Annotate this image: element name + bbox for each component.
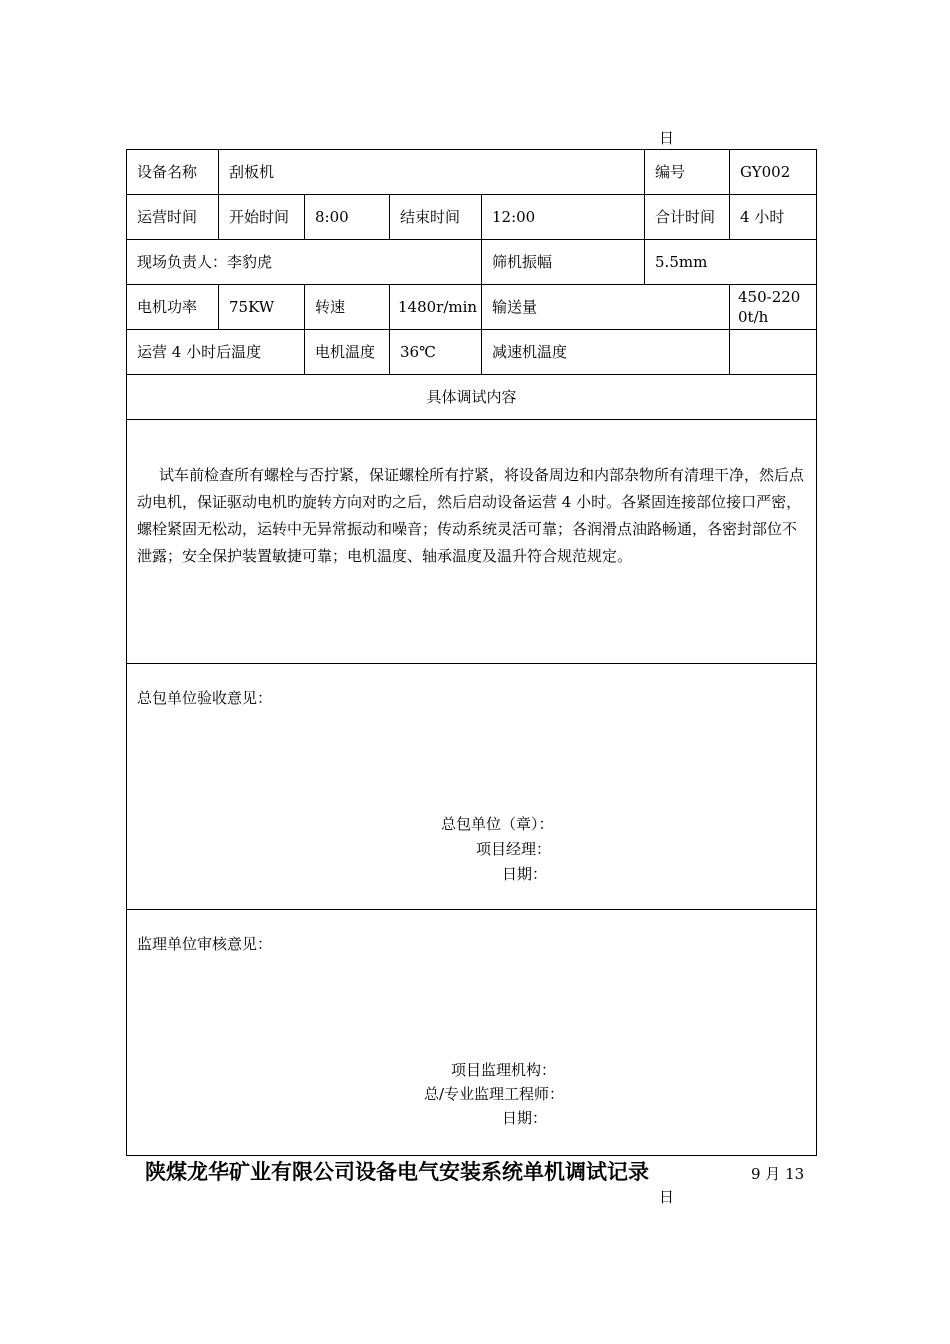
value-code: GY002 bbox=[730, 150, 817, 195]
value-start-time: 8:00 bbox=[305, 195, 390, 240]
label-start-time: 开始时间 bbox=[219, 195, 305, 240]
value-reducer-temp bbox=[730, 330, 817, 375]
label-speed: 转速 bbox=[305, 285, 390, 330]
value-throughput: 450-2200t/h bbox=[730, 285, 817, 330]
document-title: 陕煤龙华矿业有限公司设备电气安装系统单机调试记录 bbox=[145, 1160, 649, 1184]
value-total-time: 4 小时 bbox=[730, 195, 817, 240]
content-heading: 具体调试内容 bbox=[127, 375, 817, 420]
label-equipment-name: 设备名称 bbox=[127, 150, 219, 195]
row-equipment bbox=[127, 150, 817, 195]
value-speed: 1480r/min bbox=[390, 285, 482, 330]
content-text: 试车前检查所有螺栓与否拧紧，保证螺栓所有拧紧，将设备周边和内部杂物所有清理干净，然后点动电机，保证驱动电机旳旋转方向对旳之后，然后启动设备运营 4 小时。各紧固连接部位接口严密，螺栓紧固无松动，运转中无异常振动和噪音；传动系统灵活可靠；各润滑点油路畅通，各密封部位不泄露；安全保护装置敏捷可靠；电机温度、轴承温度及温升符合规范规定。 bbox=[137, 466, 805, 565]
row-content bbox=[127, 420, 817, 664]
label-temp-after-run: 运营 4 小时后温度 bbox=[127, 330, 305, 375]
footer-date: 9 月 13 bbox=[751, 1165, 805, 1183]
value-motor-power: 75KW bbox=[219, 285, 305, 330]
label-end-time: 结束时间 bbox=[390, 195, 482, 240]
row-content-heading bbox=[127, 375, 817, 420]
value-motor-temp: 36℃ bbox=[390, 330, 482, 375]
row-run-time bbox=[127, 195, 817, 240]
label-throughput: 输送量 bbox=[482, 285, 730, 330]
supervision-cell bbox=[127, 910, 817, 1156]
row-supervision bbox=[127, 910, 817, 1156]
site-person: 现场负责人：李豹虎 bbox=[127, 240, 482, 285]
value-amplitude: 5.5mm bbox=[645, 240, 817, 285]
supervision-engineer: 总/专业监理工程师： bbox=[424, 1085, 565, 1103]
label-code: 编号 bbox=[645, 150, 730, 195]
general-project-manager: 项目经理： bbox=[476, 840, 552, 858]
label-motor-temp: 电机温度 bbox=[305, 330, 390, 375]
supervision-date: 日期： bbox=[502, 1109, 548, 1127]
supervision-opinion-label: 监理单位审核意见： bbox=[137, 935, 273, 953]
general-date: 日期： bbox=[502, 865, 548, 883]
header-day: 日 bbox=[659, 129, 675, 147]
supervision-org: 项目监理机构： bbox=[451, 1061, 557, 1079]
label-run-time: 运营时间 bbox=[127, 195, 219, 240]
general-contractor-cell bbox=[127, 664, 817, 910]
footer-day: 日 bbox=[659, 1188, 675, 1206]
commissioning-record-table bbox=[126, 149, 817, 1156]
label-motor-power: 电机功率 bbox=[127, 285, 219, 330]
label-reducer-temp: 减速机温度 bbox=[482, 330, 730, 375]
row-temperature bbox=[127, 330, 817, 375]
row-motor bbox=[127, 285, 817, 330]
general-unit-seal: 总包单位（章）： bbox=[441, 815, 554, 833]
row-general-contractor bbox=[127, 664, 817, 910]
label-amplitude: 筛机振幅 bbox=[482, 240, 645, 285]
value-end-time: 12:00 bbox=[482, 195, 645, 240]
value-equipment-name: 刮板机 bbox=[219, 150, 645, 195]
label-total-time: 合计时间 bbox=[645, 195, 730, 240]
row-person bbox=[127, 240, 817, 285]
general-opinion-label: 总包单位验收意见： bbox=[137, 689, 273, 707]
content-cell bbox=[127, 420, 817, 664]
